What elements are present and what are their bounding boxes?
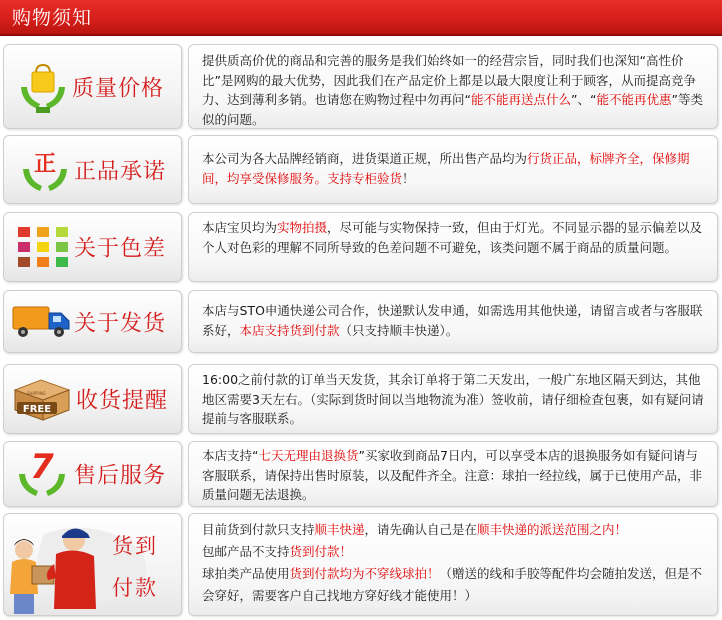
shipping-text bbox=[188, 290, 718, 353]
shipping-box-top-text: SHIPPING bbox=[27, 391, 46, 396]
body-text: 包邮产品不支持 bbox=[202, 544, 290, 559]
color-swatch-icon bbox=[14, 223, 72, 271]
color-paragraph bbox=[202, 218, 709, 257]
body-text: ，请先确认自己是在 bbox=[364, 522, 478, 537]
body-text: 球拍类产品使用 bbox=[202, 566, 290, 581]
quality-text bbox=[188, 44, 718, 129]
genuine-badge-hands-icon bbox=[20, 145, 70, 195]
section-genuine bbox=[0, 135, 722, 204]
delivery-truck-icon bbox=[11, 303, 73, 341]
aftersale-paragraph bbox=[202, 446, 709, 505]
color-swatch bbox=[56, 257, 68, 267]
genuine-icon-char: 正 bbox=[33, 151, 57, 177]
body-text: ，尽可能与实物保持一致，但由于灯光。不同显示器的显示偏差以及个人对色彩的理解不同所导致的色差问题不可避免，该类问题不属于商品的质量问题。 bbox=[202, 220, 703, 255]
body-text: （只支持顺丰快递）。 bbox=[339, 322, 459, 338]
shipping-label: 关于发货 bbox=[74, 311, 167, 336]
receiving-label: 收货提醒 bbox=[76, 388, 169, 414]
seven-icon-char: 7 bbox=[30, 447, 54, 487]
body-text: ！ bbox=[402, 170, 415, 186]
section-aftersale bbox=[0, 441, 722, 507]
shopping-bag-hands-icon bbox=[18, 59, 68, 115]
highlight-text: 能不能再送点什么 bbox=[470, 92, 571, 107]
genuine-label-panel bbox=[3, 135, 182, 204]
body-text: （赠送的线和手胶等配件均会随拍发送，但是不会穿好，需要客户自己找地方穿好线才能使用！） bbox=[202, 566, 703, 603]
genuine-label: 正品承诺 bbox=[74, 159, 167, 184]
section-quality bbox=[0, 44, 722, 129]
page-header bbox=[0, 0, 722, 36]
section-shipping bbox=[0, 290, 722, 353]
shipping-paragraph bbox=[202, 301, 709, 340]
highlight-text: 实物拍摄 bbox=[277, 220, 328, 235]
section-receiving bbox=[0, 364, 722, 434]
highlight-text: 货到付款均为不穿线球拍！ bbox=[289, 566, 440, 581]
body-text: 本店支持“ bbox=[202, 448, 259, 463]
color-swatch bbox=[37, 257, 49, 267]
body-text: 本公司为各大品牌经销商，进货渠道正规，所出售产品均为 bbox=[202, 151, 528, 166]
color-text bbox=[188, 212, 718, 282]
page-title: 购物须知 bbox=[12, 7, 93, 29]
cod-label-line1: 货到 bbox=[112, 534, 158, 558]
cod-paragraph-1 bbox=[202, 519, 709, 541]
shipping-label-panel bbox=[3, 290, 182, 353]
color-swatch bbox=[56, 227, 68, 237]
quality-paragraph bbox=[202, 51, 709, 129]
free-shipping-box-icon bbox=[11, 376, 73, 422]
body-text: 本店与STO申通快递公司合作，快递默认发申通，如需选用其他快递，请留言或者与客服联系好， bbox=[202, 303, 703, 338]
body-text: 16:00之前付款的订单当天发货，其余订单将于第二天发出，一般广东地区隔天到达，其他地区需要3天左右。（实际到货时间以当地物流为准）签收前，请仔细检查包裹，如有疑问请提前与客服联系。 bbox=[202, 372, 704, 426]
aftersale-label: 售后服务 bbox=[74, 463, 167, 489]
color-swatch bbox=[37, 227, 49, 237]
quality-label: 质量价格 bbox=[72, 76, 165, 101]
highlight-text: 能不能再优惠 bbox=[596, 92, 672, 107]
receiving-label-panel bbox=[3, 364, 182, 434]
color-swatch bbox=[18, 227, 30, 237]
highlight-text: 行货正品，标牌齐全，保修期间，均享受保修服务。支持专柜验货 bbox=[202, 151, 690, 186]
cod-text bbox=[188, 513, 718, 616]
highlight-text: 顺丰快递 bbox=[314, 522, 365, 537]
highlight-text: 七天无理由退换货 bbox=[258, 448, 359, 463]
cod-paragraph-3 bbox=[202, 563, 709, 607]
genuine-text bbox=[188, 135, 718, 204]
color-swatch bbox=[18, 257, 30, 267]
body-text: 提供质高价优的商品和完善的服务是我们始终如一的经营宗旨，同时我们也深知“高性价比”是网购的最大优势，因此我们在产品定价上都是以最大限度让利于顾客，从而提高竞争力、达到薄利多销。也请您在购物过程中勿再问“ bbox=[202, 53, 696, 107]
body-text: ”买家收到商品7日内，可以享受本店的退换服务如有疑问请与客服联系，请保持出售时原装，以及配件齐全。注意：球拍一经拉线，属于已使用产品，非质量问题无法退换。 bbox=[202, 448, 703, 502]
receiving-paragraph bbox=[202, 370, 709, 429]
highlight-text: 货到付款！ bbox=[289, 544, 353, 559]
aftersale-label-panel bbox=[3, 441, 182, 507]
seven-day-return-icon bbox=[16, 446, 68, 502]
highlight-text: 本店支持货到付款 bbox=[239, 322, 340, 338]
color-label-panel bbox=[3, 212, 182, 282]
body-text: ”、“ bbox=[571, 92, 597, 107]
color-label: 关于色差 bbox=[74, 236, 167, 262]
cod-label-line2: 付款 bbox=[112, 576, 158, 600]
section-color bbox=[0, 212, 722, 282]
receiving-text bbox=[188, 364, 718, 434]
color-swatch bbox=[56, 242, 68, 252]
section-cod bbox=[0, 513, 722, 616]
body-text: 本店宝贝均为 bbox=[202, 220, 278, 235]
color-swatch bbox=[37, 242, 49, 252]
highlight-text: 顺丰快递的派送范围之内！ bbox=[477, 522, 628, 537]
aftersale-text bbox=[188, 441, 718, 507]
cod-paragraph-2 bbox=[202, 541, 709, 563]
quality-label-panel bbox=[3, 44, 182, 129]
free-shipping-text: FREE bbox=[22, 404, 52, 415]
color-swatch bbox=[18, 242, 30, 252]
header-divider bbox=[0, 34, 722, 36]
body-text: 目前货到付款只支持 bbox=[202, 522, 315, 537]
cod-label-panel bbox=[3, 513, 182, 616]
body-text: ”等类似的问题。 bbox=[202, 92, 703, 127]
genuine-paragraph bbox=[202, 149, 709, 188]
